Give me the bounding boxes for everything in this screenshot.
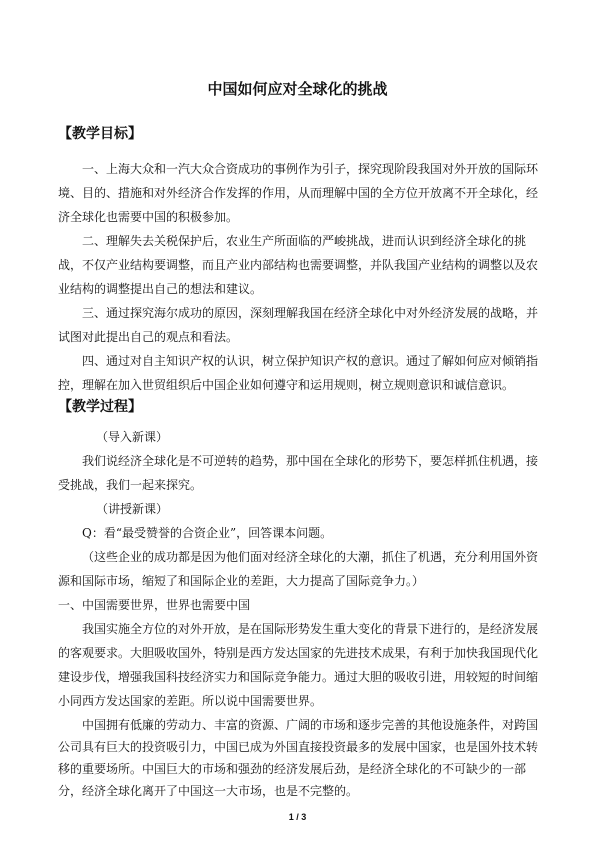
answer-line-1: （这些企业的成功都是因为他们面对经济全球化的大潮，抓住了机遇，充分利用国外资 bbox=[82, 550, 539, 564]
para-2-line-3: 移的重要场所。中国巨大的市场和强劲的经济发展后劲，是经济全球化的不可缺少的一部 bbox=[58, 762, 527, 776]
para-1-line-2: 的客观要求。大胆吸收国外，特别是西方发达国家的先进技术成果，有利于加快我国现代化 bbox=[58, 646, 539, 660]
para-1-line-4: 小同西方发达国家的差距。所以说中国需要世界。 bbox=[58, 694, 323, 708]
goal-1-line-3: 济全球化也需要中国的积极参加。 bbox=[58, 210, 239, 224]
goal-1-line-2: 境、目的、措施和对外经济合作发挥的作用，从而理解中国的全方位开放离不开全球化，经 bbox=[58, 186, 539, 200]
lecture-label: （讲授新课） bbox=[96, 502, 169, 516]
para-2-line-1: 中国拥有低廉的劳动力、丰富的资源、广阔的市场和逐步完善的其他设施条件，对跨国 bbox=[82, 718, 539, 732]
intro-label: （导入新课） bbox=[96, 430, 169, 444]
goal-2-line-1: 二、理解失去关税保护后，农业生产所面临的严峻挑战，进而认识到经济全球化的挑 bbox=[82, 234, 527, 248]
page-title: 中国如何应对全球化的挑战 bbox=[207, 80, 388, 98]
section-one-heading: 一、中国需要世界，世界也需要中国 bbox=[58, 598, 251, 612]
para-2-line-4: 分，经济全球化离开了中国这一大市场，也是不完整的。 bbox=[58, 784, 359, 798]
intro-line-1: 我们说经济全球化是不可逆转的趋势，那中国在全球化的形势下，要怎样抓住机遇，接 bbox=[82, 454, 539, 468]
page-number: 1 / 3 bbox=[288, 812, 307, 822]
intro-line-2: 受挑战，我们一起来探究。 bbox=[58, 478, 203, 492]
question-line: Q：看“最受赞誉的合资企业”，回答课本问题。 bbox=[82, 526, 333, 540]
heading-teaching-goals: 【教学目标】 bbox=[58, 126, 142, 142]
goal-3-line-1: 三、通过探究海尔成功的原因，深刻理解我国在经济全球化中对外经济发展的战略，并 bbox=[82, 306, 539, 320]
goal-3-line-2: 试图对此提出自己的观点和看法。 bbox=[58, 330, 239, 344]
para-2-line-2: 公司具有巨大的投资吸引力，中国已成为外国直接投资最多的发展中国家，也是国外技术转 bbox=[58, 740, 539, 754]
para-1-line-3: 建设步伐，增强我国科技经济实力和国际竞争能力。通过大胆的吸收引进，用较短的时间缩 bbox=[58, 670, 539, 684]
heading-teaching-process: 【教学过程】 bbox=[58, 399, 142, 415]
goal-2-line-2: 战，不仅产业结构要调整，而且产业内部结构也需要调整，并队我国产业结构的调整以及农 bbox=[58, 258, 539, 272]
goal-4-line-2: 控，理解在加入世贸组织后中国企业如何遵守和运用规则，树立规则意识和诚信意识。 bbox=[58, 378, 515, 392]
para-1-line-1: 我国实施全方位的对外开放，是在国际形势发生重大变化的背景下进行的，是经济发展 bbox=[82, 622, 539, 636]
goal-1-line-1: 一、上海大众和一汽大众合资成功的事例作为引子，探究现阶段我国对外开放的国际环 bbox=[82, 162, 539, 176]
answer-line-2: 源和国际市场，缩短了和国际企业的差距，大力提高了国际竞争力。） bbox=[58, 574, 425, 588]
goal-4-line-1: 四、通过对自主知识产权的认识，树立保护知识产权的意识。通过了解如何应对倾销指 bbox=[82, 354, 539, 368]
goal-2-line-3: 业结构的调整提出自己的想法和建议。 bbox=[58, 282, 263, 296]
